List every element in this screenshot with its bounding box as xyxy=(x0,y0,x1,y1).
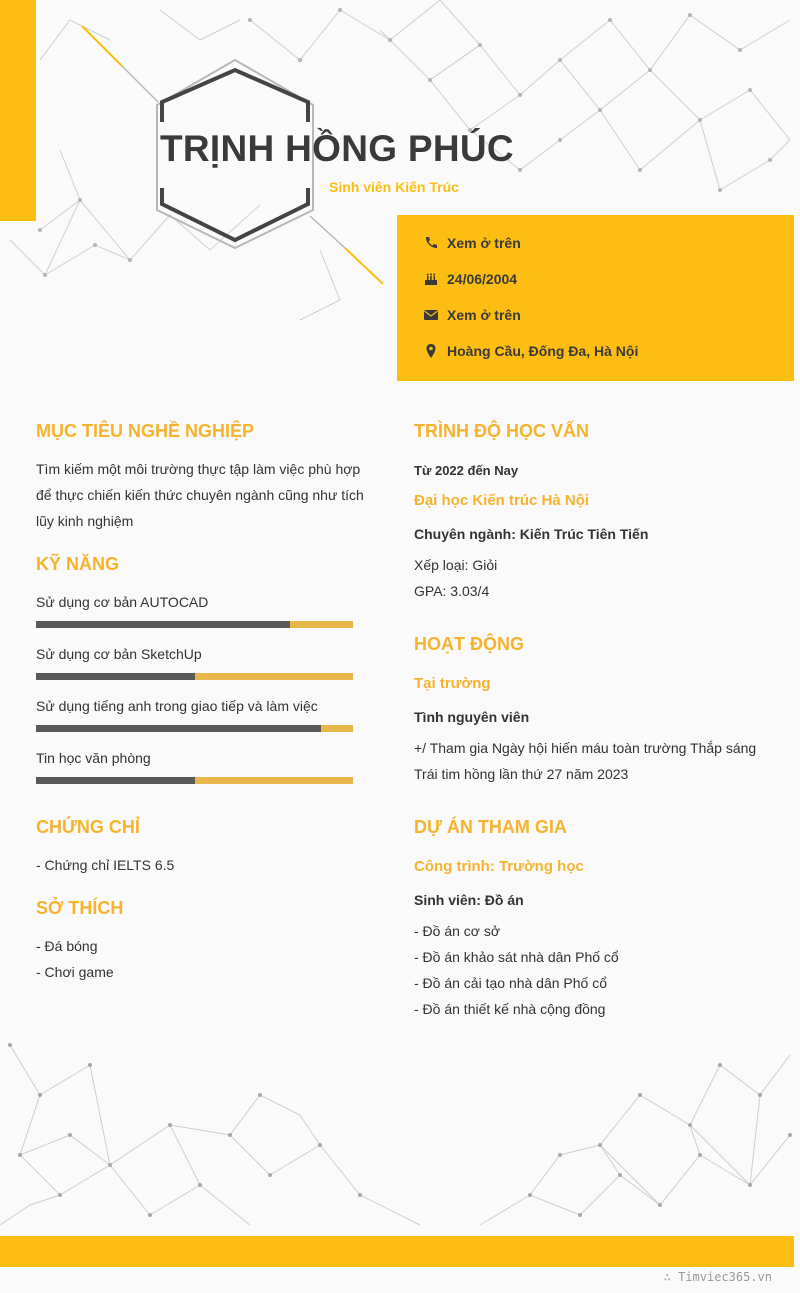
contact-email-text: Xem ở trên xyxy=(447,307,521,323)
education-school: Đại học Kiến trúc Hà Nội xyxy=(414,492,590,509)
footer-bar xyxy=(0,1236,794,1267)
certificate-item: - Chứng chỉ IELTS 6.5 xyxy=(36,857,175,873)
contact-phone xyxy=(423,235,521,251)
objective-text xyxy=(36,456,364,534)
left-accent-bar xyxy=(0,0,36,221)
skill-fill xyxy=(36,621,290,628)
education-period: Từ 2022 đến Nay xyxy=(414,463,519,478)
objective-line: để thực chiến kiến thức chuyên ngành cũng như tích xyxy=(36,487,364,503)
contact-address-text: Hoàng Cầu, Đống Đa, Hà Nội xyxy=(447,343,639,359)
skill-fill xyxy=(36,777,195,784)
activity-line: +/ Tham gia Ngày hội hiến máu toàn trường Thắp sáng xyxy=(414,740,757,756)
skill-bar xyxy=(36,621,353,628)
contact-phone-text: Xem ở trên xyxy=(447,235,521,251)
activity-line: Trái tim hồng lần thứ 27 năm 2023 xyxy=(414,766,629,782)
skill-fill xyxy=(36,725,321,732)
activities-description xyxy=(414,735,756,787)
map-marker-icon xyxy=(423,343,439,359)
contact-birthday-text: 24/06/2004 xyxy=(447,271,518,287)
education-grade: Xếp loại: Giỏi xyxy=(414,557,498,573)
skills-title: KỸ NĂNG xyxy=(36,554,120,574)
project-item: - Đồ án thiết kế nhà cộng đồng xyxy=(414,1001,606,1017)
contact-birthday xyxy=(423,271,517,287)
projects-role: Sinh viên: Đồ án xyxy=(414,892,524,908)
skill-label: Sử dụng tiếng anh trong giao tiếp và làm việc xyxy=(36,698,318,714)
activities-place: Tại trường xyxy=(414,675,491,692)
education-major: Chuyên ngành: Kiến Trúc Tiên Tiến xyxy=(414,526,649,542)
objective-line: Tìm kiếm một môi trường thực tập làm việc phù hợp xyxy=(36,461,361,477)
project-item: - Đồ án cơ sở xyxy=(414,923,501,939)
network-pattern-bottom xyxy=(0,1035,800,1235)
education-gpa: GPA: 3.03/4 xyxy=(414,583,490,599)
projects-title: DỰ ÁN THAM GIA xyxy=(414,817,567,837)
envelope-icon xyxy=(423,307,439,323)
certificates-title: CHỨNG CHỈ xyxy=(36,817,140,837)
skill-label: Sử dụng cơ bản AUTOCAD xyxy=(36,594,209,610)
activities-title: HOẠT ĐỘNG xyxy=(414,634,524,654)
project-item: - Đồ án khảo sát nhà dân Phố cổ xyxy=(414,949,619,965)
skill-bar xyxy=(36,673,353,680)
skill-label: Sử dụng cơ bản SketchUp xyxy=(36,646,202,662)
hobbies-title: SỞ THÍCH xyxy=(36,898,124,918)
contact-box xyxy=(397,215,794,381)
skill-label: Tin học văn phòng xyxy=(36,750,151,766)
candidate-name: TRỊNH HỒNG PHÚC xyxy=(160,128,514,169)
contact-email xyxy=(423,307,521,323)
education-title: TRÌNH ĐỘ HỌC VẤN xyxy=(414,421,589,441)
projects-list xyxy=(414,918,619,1022)
skill-bar xyxy=(36,777,353,784)
birthday-cake-icon xyxy=(423,271,439,287)
hobby-item: - Đá bóng xyxy=(36,938,98,954)
projects-name: Công trình: Trường học xyxy=(414,858,584,875)
skill-bar xyxy=(36,725,353,732)
skill-fill xyxy=(36,673,195,680)
hobby-item: - Chơi game xyxy=(36,964,114,980)
project-item: - Đồ án cải tạo nhà dân Phố cổ xyxy=(414,975,608,991)
objective-line: lũy kinh nghiệm xyxy=(36,513,134,529)
hobbies-list xyxy=(36,933,114,985)
education-details xyxy=(414,552,497,604)
phone-icon xyxy=(423,235,439,251)
watermark: ∴ Timviec365.vn xyxy=(663,1270,772,1284)
activities-role: Tình nguyên viên xyxy=(414,709,530,725)
candidate-role: Sinh viên Kiến Trúc xyxy=(329,179,459,195)
contact-address xyxy=(423,343,638,359)
objective-title: MỤC TIÊU NGHỀ NGHIỆP xyxy=(36,421,255,441)
